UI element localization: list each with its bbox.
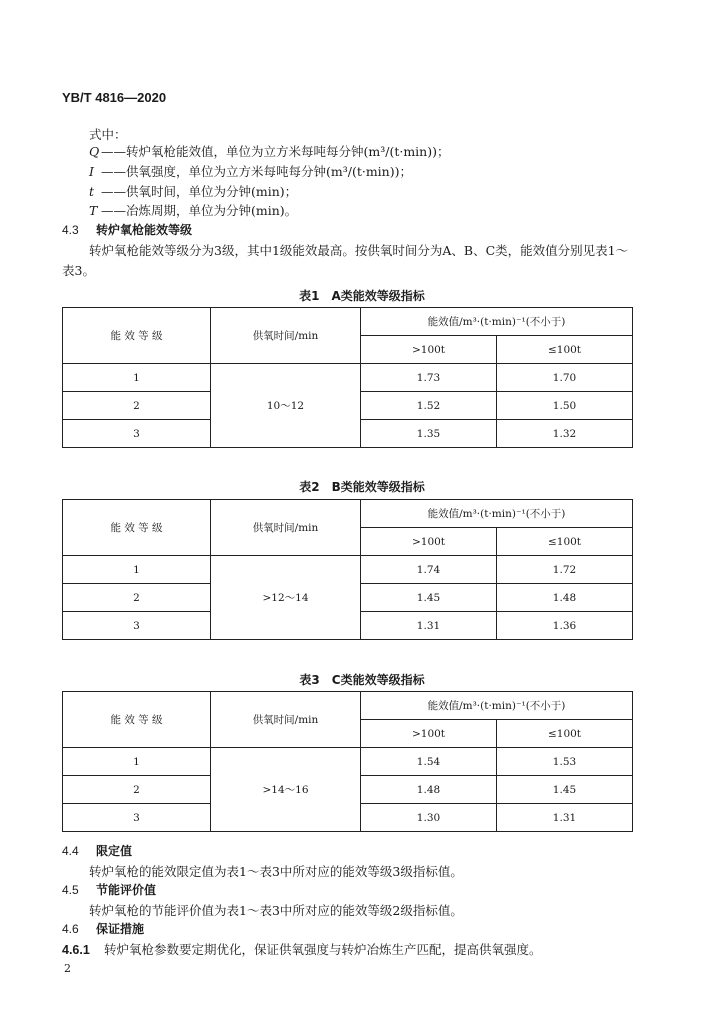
header-under-100t: ≤100t [497, 336, 633, 364]
section-title: 限定值 [96, 844, 133, 858]
section-heading-4-6 [62, 920, 144, 937]
definition-symbol: T [89, 203, 98, 218]
cell-over-100t: 1.74 [361, 556, 497, 584]
section-title: 保证措施 [96, 922, 145, 936]
cell-under-100t: 1.53 [497, 748, 633, 776]
cell-over-100t: 1.30 [361, 804, 497, 832]
section-body-4-5: 转炉氧枪的节能评价值为表1～表3中所对应的能效等级2级指标值。 [89, 903, 463, 918]
header-efficiency: 能效值/m³·(t·min)⁻¹(不小于) [361, 308, 633, 336]
definition-symbol: t [89, 184, 95, 199]
clause-body: 转炉氧枪参数要定期优化，保证供氧强度与转炉冶炼生产匹配，提高供氧强度。 [104, 942, 542, 957]
cell-grade: 1 [63, 556, 211, 584]
definition-symbol: I [89, 164, 94, 179]
header-over-100t: >100t [361, 720, 497, 748]
header-under-100t: ≤100t [497, 720, 633, 748]
definition-T [89, 201, 297, 219]
cell-grade: 3 [63, 612, 211, 640]
section-4-6-1 [62, 940, 542, 958]
cell-under-100t: 1.72 [497, 556, 633, 584]
table-caption: 表3 C类能效等级指标 [299, 673, 425, 687]
cell-over-100t: 1.73 [361, 364, 497, 392]
header-efficiency: 能效值/m³·(t·min)⁻¹(不小于) [361, 692, 633, 720]
definition-text: ——供氧时间，单位为分钟(min)； [101, 184, 298, 199]
header-over-100t: >100t [361, 528, 497, 556]
header-oxygen-time: 供氧时间/min [211, 308, 361, 364]
efficiency-table-b [62, 499, 633, 640]
table-row [63, 748, 633, 776]
formula-intro: 式中： [89, 127, 127, 142]
definition-text: ——冶炼周期，单位为分钟(min)。 [101, 203, 298, 218]
table-caption: 表2 B类能效等级指标 [299, 480, 425, 494]
cell-under-100t: 1.48 [497, 584, 633, 612]
cell-under-100t: 1.45 [497, 776, 633, 804]
cell-oxygen-time: >14～16 [211, 748, 361, 832]
cell-under-100t: 1.70 [497, 364, 633, 392]
cell-grade: 1 [63, 748, 211, 776]
header-over-100t: >100t [361, 336, 497, 364]
cell-over-100t: 1.31 [361, 612, 497, 640]
section-body-4-4: 转炉氧枪的能效限定值为表1～表3中所对应的能效等级3级指标值。 [89, 864, 463, 879]
table-caption: 表1 A类能效等级指标 [299, 289, 425, 303]
cell-under-100t: 1.31 [497, 804, 633, 832]
clause-number: 4.6.1 [62, 943, 90, 957]
section-title: 转炉氧枪能效等级 [96, 223, 193, 237]
table-row [63, 364, 633, 392]
cell-grade: 1 [63, 364, 211, 392]
section-number: 4.4 [62, 844, 79, 858]
section-heading-4-4 [62, 842, 132, 859]
section-heading-4-5 [62, 881, 156, 898]
definition-text: ——转炉氧枪能效值，单位为立方米每吨每分钟(m³/(t·min))； [101, 144, 450, 159]
section-number: 4.3 [62, 223, 79, 237]
cell-over-100t: 1.45 [361, 584, 497, 612]
definition-q [89, 142, 449, 160]
efficiency-table-c [62, 691, 633, 832]
cell-grade: 2 [63, 584, 211, 612]
cell-under-100t: 1.50 [497, 392, 633, 420]
cell-grade: 2 [63, 776, 211, 804]
header-efficiency: 能效值/m³·(t·min)⁻¹(不小于) [361, 500, 633, 528]
section-title: 节能评价值 [96, 883, 157, 897]
header-grade: 能 效 等 级 [63, 692, 211, 748]
definition-text: ——供氧强度，单位为立方米每吨每分钟(m³/(t·min))； [101, 164, 412, 179]
cell-oxygen-time: >12～14 [211, 556, 361, 640]
cell-over-100t: 1.54 [361, 748, 497, 776]
header-grade: 能 效 等 级 [63, 308, 211, 364]
header-grade: 能 效 等 级 [63, 500, 211, 556]
cell-grade: 3 [63, 420, 211, 448]
page-number: 2 [64, 962, 71, 975]
section-heading-4-3 [62, 221, 192, 238]
header-oxygen-time: 供氧时间/min [211, 692, 361, 748]
cell-under-100t: 1.36 [497, 612, 633, 640]
section-body-4-3-line2: 表3。 [62, 263, 95, 278]
cell-under-100t: 1.32 [497, 420, 633, 448]
cell-grade: 3 [63, 804, 211, 832]
table-row [63, 556, 633, 584]
definition-i [89, 162, 412, 180]
standard-code: YB/T 4816—2020 [62, 90, 167, 105]
cell-grade: 2 [63, 392, 211, 420]
cell-over-100t: 1.52 [361, 392, 497, 420]
definition-t [89, 182, 297, 200]
cell-over-100t: 1.35 [361, 420, 497, 448]
cell-oxygen-time: 10～12 [211, 364, 361, 448]
efficiency-table-a [62, 307, 633, 448]
section-number: 4.5 [62, 883, 79, 897]
definition-symbol: Q [89, 144, 100, 159]
header-under-100t: ≤100t [497, 528, 633, 556]
cell-over-100t: 1.48 [361, 776, 497, 804]
section-body-4-3-line1: 转炉氧枪能效等级分为3级，其中1级能效最高。按供氧时间分为A、B、C类，能效值分别见表1～ [89, 243, 629, 258]
header-oxygen-time: 供氧时间/min [211, 500, 361, 556]
section-number: 4.6 [62, 922, 79, 936]
